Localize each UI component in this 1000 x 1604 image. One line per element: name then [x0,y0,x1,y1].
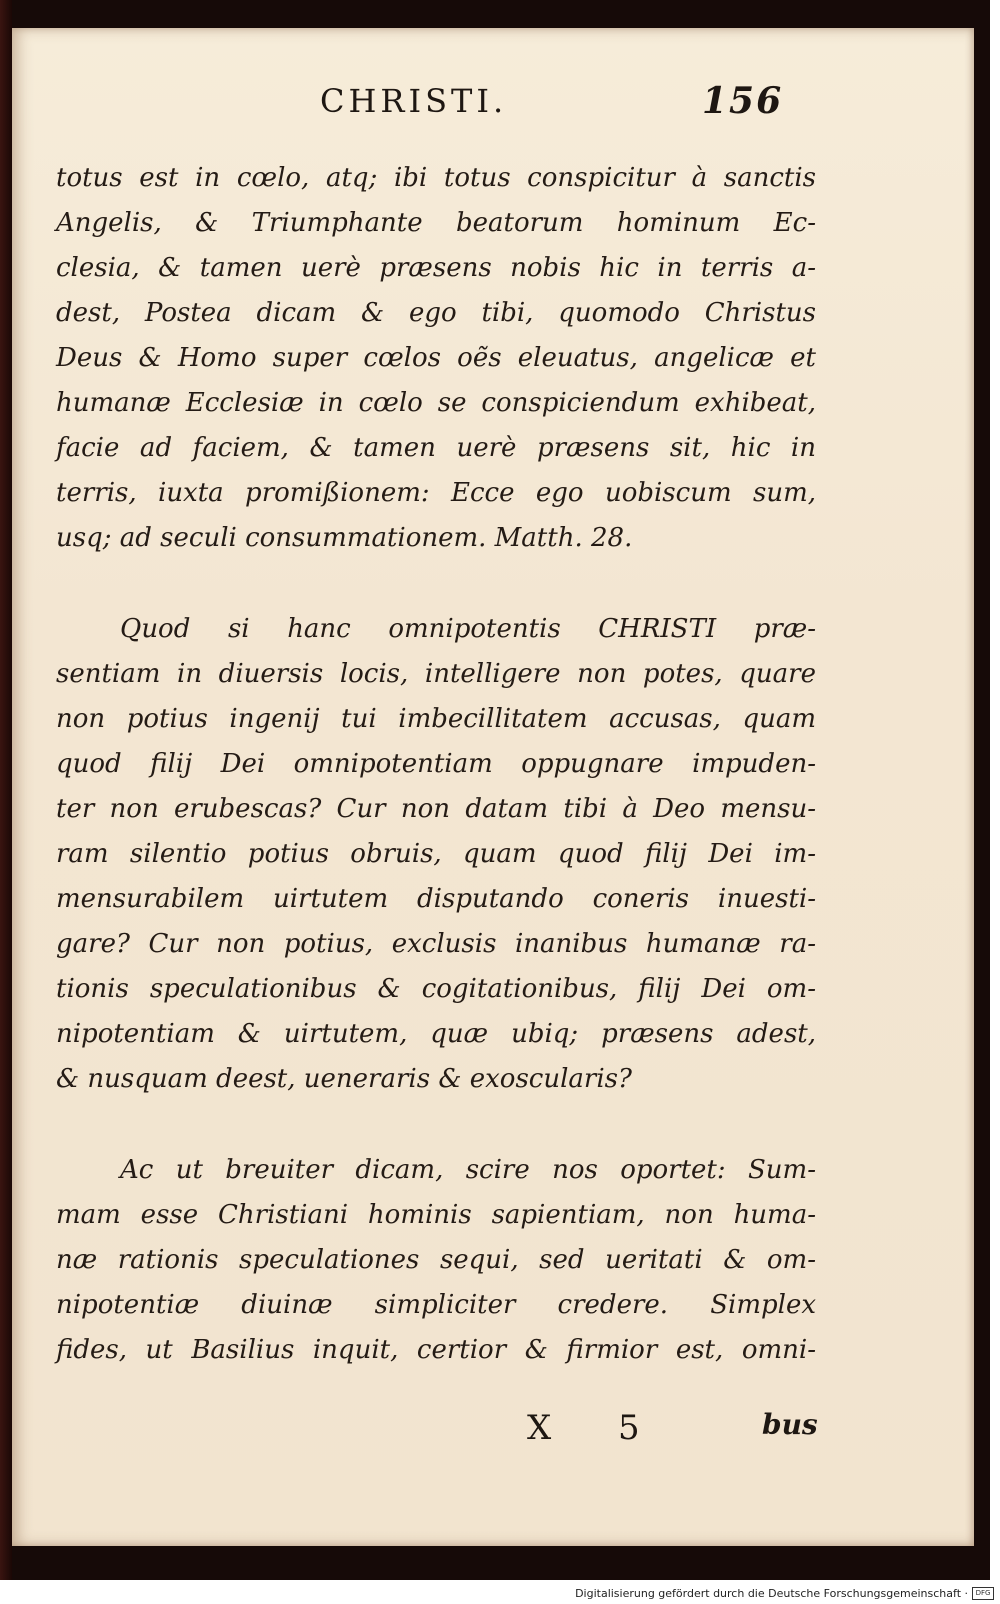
text-line: tionis speculationibus & cogitationibus, filij Dei om- [56,974,816,1004]
running-title: CHRISTI. [320,82,508,120]
text-line: Ac ut breuiter dicam, scire nos oportet: Sum- [120,1155,816,1185]
text-line: gare? Cur non potius, exclusis inanibus humanæ ra- [56,929,816,959]
page-number: 156 [702,80,784,122]
text-line: fides, ut Basilius inquit, certior & firmior est, omni- [56,1335,816,1365]
body-text [56,156,816,1373]
text-line: terris, iuxta promißionem: Ecce ego uobiscum sum, [56,478,816,508]
paragraph-gap [56,561,816,607]
credit-text: Digitalisierung gefördert durch die Deutsche Forschungsgemeinschaft · [575,1587,968,1600]
paragraph-3 [56,1148,816,1373]
text-line: facie ad faciem, & tamen uerè præsens sit, hic in [56,433,816,463]
text-line: Angelis, & Triumphante beatorum hominum Ec- [56,208,816,238]
text-line: Deus & Homo super cœlos oẽs eleuatus, angelicæ et [56,343,816,373]
text-line: clesia, & tamen uerè præsens nobis hic in terris a- [56,253,816,283]
digitization-credit [575,1587,994,1600]
paragraph-2 [56,607,816,1102]
paragraph-1 [56,156,816,561]
text-line: næ rationis speculationes sequi, sed ueritati & om- [56,1245,816,1275]
text-line: & nusquam deest, ueneraris & exoscularis? [56,1064,632,1094]
text-line: usq; ad seculi consummationem. Matth. 28. [56,523,633,553]
dfg-logo-icon: DFG [972,1587,994,1600]
text-line: nipotentiam & uirtutem, quæ ubiq; præsens adest, [56,1019,816,1049]
text-line: sentiam in diuersis locis, intelligere non potes, quare [56,659,816,689]
text-line: non potius ingenij tui imbecillitatem accusas, quam [56,704,816,734]
text-line: ram silentio potius obruis, quam quod filij Dei im- [56,839,816,869]
text-line: Quod si hanc omnipotentis CHRISTI præ- [120,614,816,644]
text-line: mam esse Christiani hominis sapientiam, non huma- [56,1200,816,1230]
text-line: ter non erubescas? Cur non datam tibi à Deo mensu- [56,794,816,824]
book-spine-edge [0,0,12,1580]
text-line: mensurabilem uirtutem disputando coneris inuesti- [56,884,816,914]
text-line: totus est in cœlo, atq; ibi totus conspicitur à sanctis [56,163,816,193]
page-footer [12,1408,974,1458]
text-line: quod filij Dei omnipotentiam oppugnare impuden- [56,749,816,779]
running-head [12,82,974,132]
text-line: humanæ Ecclesiæ in cœlo se conspiciendum exhibeat, [56,388,816,418]
signature-mark: X 5 [527,1408,668,1448]
catchword: bus [762,1408,818,1441]
book-page [12,28,974,1546]
text-line: nipotentiæ diuinæ simpliciter credere. Simplex [56,1290,816,1320]
text-line: dest, Postea dicam & ego tibi, quomodo Christus [56,298,816,328]
paragraph-gap [56,1102,816,1148]
